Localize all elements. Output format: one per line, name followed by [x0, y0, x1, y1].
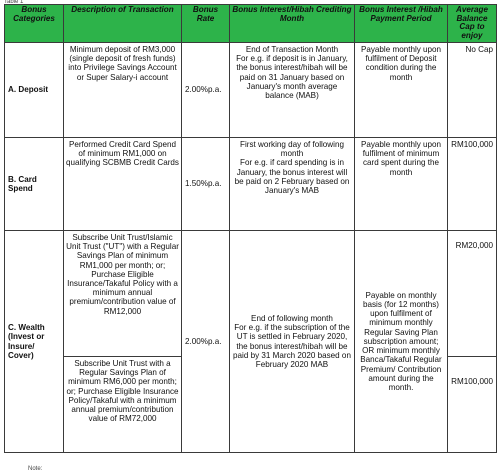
payment-wealth: Payable on monthly basis (for 12 months) upon fulfilment of minimum monthly Regular Saving Plan subscription amount; OR minimum monthly Banca/Takaful Regular Premium/ Contribution amount during the month. [355, 231, 448, 453]
description-wealth-1: Subscribe Unit Trust/Islamic Unit Trust ("UT") with a Regular Savings Plan of minimum RM1,000 per month; or; Purchase Eligible Insurance/Takaful Policy with a minimum annual premium/contribution value of RM12,000 [64, 231, 182, 357]
cap-card: RM100,000 [448, 138, 497, 231]
category-deposit: A. Deposit [5, 43, 64, 138]
payment-deposit: Payable monthly upon fulfilment of Deposit condition during the month [355, 43, 448, 138]
description-wealth-2: Subscribe Unit Trust with a Regular Savings Plan of minimum RM6,000 per month; or; Purchase Eligible Insurance Policy/Takaful with a minimum annual premium/contribution value of RM72,000 [64, 357, 182, 453]
footnote: Note: [28, 466, 43, 472]
table-row-deposit [5, 43, 497, 138]
table-caption: Table 1 [4, 0, 24, 4]
rate-deposit: 2.00%p.a. [182, 43, 230, 138]
cap-deposit: No Cap [448, 43, 497, 138]
header-bonus-rate: Bonus Rate [182, 5, 230, 43]
table-row-card [5, 138, 497, 231]
table-row-wealth-1 [5, 231, 497, 357]
table-header-row [5, 5, 497, 43]
cap-wealth-2: RM100,000 [448, 357, 497, 453]
payment-card: Payable monthly upon fulfilment of minimum card spent during the month [355, 138, 448, 231]
category-card: B. Card Spend [5, 138, 64, 231]
header-bonus-categories: Bonus Categories [5, 5, 64, 43]
crediting-card: First working day of following month For e.g. if card spending is in January, the bonus interest will be paid on 2 February based on January's MAB [230, 138, 355, 231]
bonus-table [4, 4, 497, 453]
header-balance-cap: Average Balance Cap to enjoy [448, 5, 497, 43]
crediting-wealth: End of following month For e.g. if the subscription of the UT is settled in February 2020, the bonus interest/hibah will be paid by 31 March 2020 based on February 2020 MAB [230, 231, 355, 453]
description-deposit: Minimum deposit of RM3,000 (single deposit of fresh funds) into Privilege Savings Account or Super Salary-i account [64, 43, 182, 138]
category-wealth: C. Wealth (Invest or Insure/ Cover) [5, 231, 64, 453]
rate-card: 1.50%p.a. [182, 138, 230, 231]
header-crediting-month: Bonus Interest/Hibah Crediting Month [230, 5, 355, 43]
rate-wealth: 2.00%p.a. [182, 231, 230, 453]
cap-wealth-1: RM20,000 [448, 231, 497, 357]
header-payment-period: Bonus Interest /Hibah Payment Period [355, 5, 448, 43]
crediting-deposit: End of Transaction Month For e.g. if deposit is in January, the bonus interest/hibah will be paid on 31 January based on January's month average balance (MAB) [230, 43, 355, 138]
header-description: Description of Transaction [64, 5, 182, 43]
description-card: Performed Credit Card Spend of minimum RM1,000 on qualifying SCBMB Credit Cards [64, 138, 182, 231]
